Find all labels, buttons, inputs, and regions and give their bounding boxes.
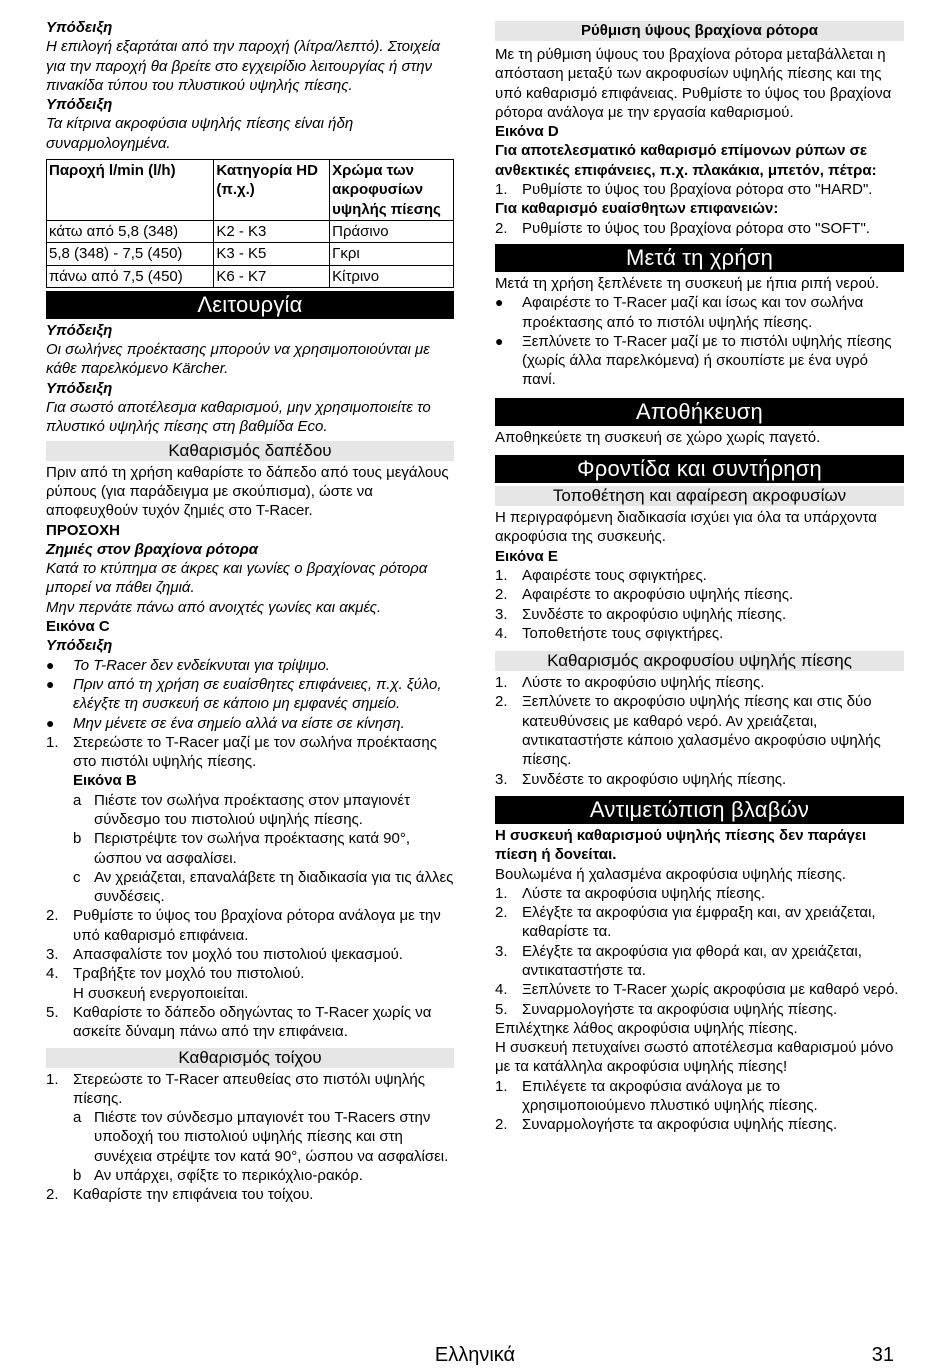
bullet-icon: ● bbox=[495, 294, 504, 311]
subsection-heading-height: Ρύθμιση ύψους βραχίονα ρότορα bbox=[495, 21, 904, 41]
figure-ref: Εικόνα D bbox=[495, 123, 559, 141]
paragraph: Μετά τη χρήση ξεπλένετε τη συσκευή με ήπια ριπή νερού. bbox=[495, 274, 880, 292]
bullet-icon: ● bbox=[495, 332, 504, 349]
section-heading-care: Φροντίδα και συντήρηση bbox=[495, 455, 904, 483]
list-item: 5. Συναρμολογήστε τα ακροφύσια υψηλής πίεσης. bbox=[495, 1000, 838, 1018]
bullet-icon: ● bbox=[46, 675, 55, 692]
list-item: 1. Αφαιρέστε τους σφιγκτήρες. bbox=[495, 566, 707, 584]
bullet-icon: ● bbox=[46, 714, 55, 731]
step-result: Η συσκευή ενεργοποιείται. bbox=[73, 984, 249, 1002]
list-item: b Περιστρέψτε τον σωλήνα προέκτασης κατά 90°, ώσπου να ασφαλίσει. bbox=[73, 830, 411, 867]
list-item: 1. Στερεώστε το T-Racer απευθείας στο πιστόλι υψηλής πίεσης. bbox=[46, 1070, 425, 1107]
table-cell: K6 - K7 bbox=[214, 265, 330, 287]
list-item: b Αν υπάρχει, σφίξτε το περικόχλιο-ρακόρ. bbox=[73, 1167, 363, 1185]
condition-title: Για αποτελεσματικό καθαρισμό επίμονων ρύπων σε ανθεκτικές επιφάνειες, π.χ. πλακάκια, μπετόν, πέτρα: bbox=[495, 142, 877, 179]
list-item: 2. Ξεπλύνετε το ακροφύσιο υψηλής πίεσης και στις δύο κατευθύνσεις με καθαρό νερό. Αν χρειάζεται, αντικαταστήστε κάποιο χαλασμένο ακροφύσιο υψηλής πίεσης. bbox=[495, 693, 881, 769]
caution-text: Κατά το κτύπημα σε άκρες και γωνίες ο βραχίονας ρότορα μπορεί να πάθει ζημιά. bbox=[46, 560, 428, 597]
table-cell: Γκρι bbox=[330, 243, 454, 265]
section-heading-operation: Λειτουργία bbox=[46, 291, 454, 319]
note-title: Υπόδειξη bbox=[46, 321, 113, 339]
table-cell: K2 - K3 bbox=[214, 220, 330, 242]
table-row bbox=[47, 265, 454, 287]
figure-ref: Εικόνα B bbox=[73, 772, 137, 790]
paragraph: Η συσκευή πετυχαίνει σωστό αποτέλεσμα καθαρισμού μόνο με τα κατάλληλα ακροφύσια υψηλής πίεσης! bbox=[495, 1039, 894, 1076]
note-title: Υπόδειξη bbox=[46, 19, 113, 36]
section-heading-storage: Αποθήκευση bbox=[495, 398, 904, 426]
list-item: 2. Ρυθμίστε το ύψος του βραχίονα ρότορα ανάλογα με την υπό καθαρισμό επιφάνεια. bbox=[46, 907, 441, 944]
fault-cause: Επιλέχτηκε λάθος ακροφύσια υψηλής πίεσης. bbox=[495, 1019, 798, 1037]
list-item: a Πιέστε τον σύνδεσμο μπαγιονέτ του T-Racers στην υποδοχή του πιστολιού υψηλής πίεσης και στη συνέχεια στρέψτε τον κατά 90°, ώσπου να ασφαλίσει. bbox=[73, 1109, 449, 1165]
section-heading-after-use: Μετά τη χρήση bbox=[495, 244, 904, 272]
paragraph: Πριν από τη χρήση καθαρίστε το δάπεδο από τους μεγάλους ρύπους (για παράδειγμα με σκούπισμα), ώστε να αποφευχθούν τυχόν ζημιές στο T-Racer. bbox=[46, 463, 449, 520]
caution-title: ΠΡΟΣΟΧΗ bbox=[46, 521, 121, 539]
list-item: 4. Τραβήξτε τον μοχλό του πιστολιού. bbox=[46, 965, 305, 983]
list-item: a Πιέστε τον σωλήνα προέκτασης στον μπαγιονέτ σύνδεσμο του πιστολιού υψηλής πίεσης. bbox=[73, 791, 410, 828]
list-item: c Αν χρειάζεται, επαναλάβετε τη διαδικασία για τις άλλες συνδέσεις. bbox=[73, 868, 454, 906]
list-item: 4. Ξεπλύνετε το T-Racer χωρίς ακροφύσια με καθαρό νερό. bbox=[495, 981, 899, 999]
list-item: 3. Απασφαλίστε τον μοχλό του πιστολιού ψεκασμού. bbox=[46, 946, 403, 964]
table-header: Χρώμα των ακροφυσίων υψηλής πίεσης bbox=[330, 160, 454, 221]
list-item: ● Το T-Racer δεν ενδείκνυται για τρίψιμο. bbox=[46, 656, 330, 674]
table-cell: 5,8 (348) - 7,5 (450) bbox=[47, 243, 214, 265]
list-item: 1. Ρυθμίστε το ύψος του βραχίονα ρότορα στο "HARD". bbox=[495, 181, 873, 199]
caution-subtitle: Ζημιές στον βραχίονα ρότορα bbox=[46, 540, 259, 558]
subsection-heading-wall: Καθαρισμός τοίχου bbox=[46, 1048, 454, 1068]
note-text: Για σωστό αποτέλεσμα καθαρισμού, μην χρησιμοποιείτε το πλυστικό υψηλής πίεσης στη βαθμίδα Eco. bbox=[46, 399, 431, 436]
table-row bbox=[47, 243, 454, 265]
table-cell: πάνω από 7,5 (450) bbox=[47, 265, 214, 287]
list-item: ● Ξεπλύνετε το T-Racer μαζί με το πιστόλι υψηλής πίεσης (χωρίς άλλα παρελκόμενα) ή σκουπίστε με ένα υγρό πανί. bbox=[495, 332, 892, 389]
nozzle-color-table bbox=[46, 159, 454, 288]
caution-text: Μην περνάτε πάνω από ανοιχτές γωνίες και ακμές. bbox=[46, 598, 382, 616]
subsection-heading-floor: Καθαρισμός δαπέδου bbox=[46, 441, 454, 461]
fault-title: Η συσκευή καθαρισμού υψηλής πίεσης δεν παράγει πίεση ή δονείται. bbox=[495, 826, 867, 864]
right-column bbox=[495, 21, 904, 1135]
bullet-icon: ● bbox=[46, 656, 55, 673]
list-item: 1. Λύστε το ακροφύσιο υψηλής πίεσης. bbox=[495, 674, 765, 692]
left-column bbox=[46, 18, 454, 1205]
table-header: Κατηγορία HD (π.χ.) bbox=[214, 160, 330, 221]
table-cell: Πράσινο bbox=[330, 220, 454, 242]
note-text: Τα κίτρινα ακροφύσια υψηλής πίεσης είναι ήδη συναρμολογημένα. bbox=[46, 115, 354, 152]
note-title: Υπόδειξη bbox=[46, 379, 113, 397]
list-item: 2. Συναρμολογήστε τα ακροφύσια υψηλής πίεσης. bbox=[495, 1116, 838, 1134]
list-item: 2. Ελέγξτε τα ακροφύσια για έμφραξη και, αν χρειάζεται, καθαρίστε τα. bbox=[495, 904, 876, 941]
list-item: 3. Συνδέστε το ακροφύσιο υψηλής πίεσης. bbox=[495, 605, 787, 623]
subsection-heading-nozzles: Τοποθέτηση και αφαίρεση ακροφυσίων bbox=[495, 486, 904, 506]
figure-ref: Εικόνα C bbox=[46, 618, 110, 636]
section-heading-troubleshooting: Αντιμετώπιση βλαβών bbox=[495, 796, 904, 824]
fault-cause: Βουλωμένα ή χαλασμένα ακροφύσια υψηλής πίεσης. bbox=[495, 865, 846, 883]
page-number: 31 bbox=[871, 1344, 894, 1366]
table-header-row bbox=[47, 160, 454, 221]
note-title: Υπόδειξη bbox=[46, 637, 113, 655]
table-header: Παροχή l/min (l/h) bbox=[47, 160, 214, 221]
note-title: Υπόδειξη bbox=[46, 96, 113, 114]
list-item: 4. Τοποθετήστε τους σφιγκτήρες. bbox=[495, 624, 724, 642]
list-item: 1. Επιλέγετε τα ακροφύσια ανάλογα με το χρησιμοποιούμενο πλυστικό υψηλής πίεσης. bbox=[495, 1077, 818, 1115]
list-item: ● Αφαιρέστε το T-Racer μαζί και ίσως και τον σωλήνα προέκτασης από το πιστόλι υψηλής πίεσης. bbox=[495, 294, 864, 331]
list-item: 5. Καθαρίστε το δάπεδο οδηγώντας το T-Racer χωρίς να ασκείτε δύναμη πάνω από την επιφάνεια. bbox=[46, 1003, 432, 1041]
list-item: 2. Αφαιρέστε το ακροφύσιο υψηλής πίεσης. bbox=[495, 586, 794, 604]
paragraph: Αποθηκεύετε τη συσκευή σε χώρο χωρίς παγετό. bbox=[495, 428, 821, 446]
list-item: 3. Συνδέστε το ακροφύσιο υψηλής πίεσης. bbox=[495, 770, 787, 788]
table-cell: κάτω από 5,8 (348) bbox=[47, 220, 214, 242]
table-cell: Κίτρινο bbox=[330, 265, 454, 287]
paragraph: Η περιγραφόμενη διαδικασία ισχύει για όλα τα υπάρχοντα ακροφύσια της συσκευής. bbox=[495, 509, 877, 546]
table-row bbox=[47, 220, 454, 242]
list-item: 1. Στερεώστε το T-Racer μαζί με τον σωλήνα προέκτασης στο πιστόλι υψηλής πίεσης. bbox=[46, 733, 438, 771]
list-item: 2. Καθαρίστε την επιφάνεια του τοίχου. bbox=[46, 1186, 314, 1204]
note-text: Οι σωλήνες προέκτασης μπορούν να χρησιμοποιούνται με κάθε παρελκόμενο Kärcher. bbox=[46, 341, 430, 378]
footer-language: Ελληνικά bbox=[434, 1344, 516, 1366]
list-item: 1. Λύστε τα ακροφύσια υψηλής πίεσης. bbox=[495, 884, 766, 902]
list-item: ● Πριν από τη χρήση σε ευαίσθητες επιφάνειες, π.χ. ξύλο, ελέγξτε τη συσκευή σε κάποιο μη εμφανές σημείο. bbox=[46, 675, 442, 713]
subsection-heading-clean-nozzle: Καθαρισμός ακροφυσίου υψηλής πίεσης bbox=[495, 651, 904, 671]
table-cell: K3 - K5 bbox=[214, 243, 330, 265]
paragraph: Με τη ρύθμιση ύψους του βραχίονα ρότορα μεταβάλλεται η απόσταση μεταξύ των ακροφυσίων υψηλής πίεσης και της υπό καθαρισμό επιφάνειας. Ρυθμίστε το ύψος του βραχίονα ρότορα ανάλογα με την εργασία καθαρισμού. bbox=[495, 46, 892, 121]
list-item: 3. Ελέγξτε τα ακροφύσια για φθορά και, αν χρειάζεται, αντικαταστήστε τα. bbox=[495, 942, 862, 979]
list-item: 2. Ρυθμίστε το ύψος του βραχίονα ρότορα στο "SOFT". bbox=[495, 219, 870, 237]
list-item: ● Μην μένετε σε ένα σημείο αλλά να είστε σε κίνηση. bbox=[46, 714, 405, 732]
note-text: Η επιλογή εξαρτάται από την παροχή (λίτρα/λεπτό). Στοιχεία για την παροχή θα βρείτε στο εγχειρίδιο λειτουργίας ή στην πινακίδα τύπου του πλυστικού υψηλής πίεσης. bbox=[46, 38, 440, 94]
figure-ref: Εικόνα E bbox=[495, 547, 558, 565]
condition-title: Για καθαρισμό ευαίσθητων επιφανειών: bbox=[495, 200, 779, 218]
